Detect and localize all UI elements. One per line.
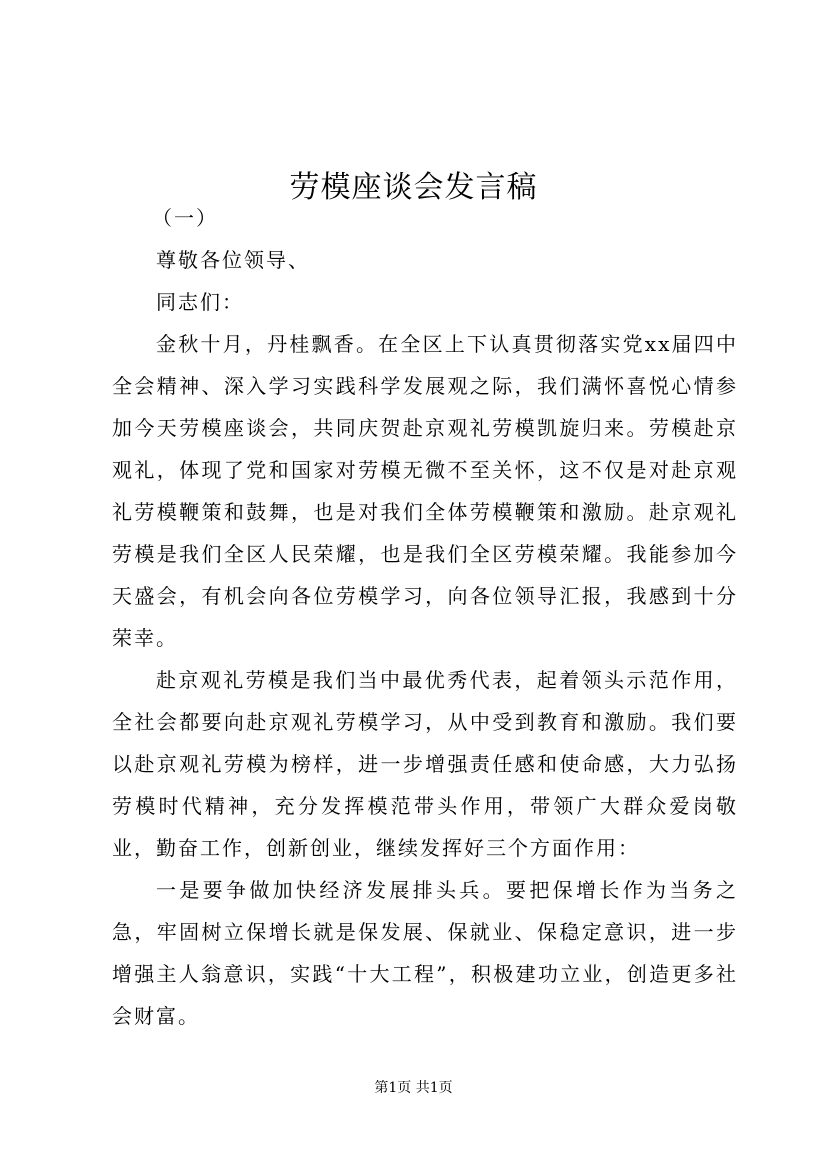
salutation-leaders: 尊敬各位领导、 [156,248,310,272]
section-number: （一） [152,206,218,230]
page-footer: 第1页 共1页 [374,1080,453,1096]
paragraph-opening: 金秋十月，丹桂飘香。在全区上下认真贯彻落实党xx届四中全会精神、深入学习实践科学发展观之际，我们满怀喜悦心情参加今天劳模座谈会，共同庆贺赴京观礼劳模凯旋归来。劳模赴京观礼，体现了党和国家对劳模无微不至关怀，这不仅是对赴京观礼劳模鞭策和鼓舞，也是对我们全体劳模鞭策和激励。赴京观礼劳模是我们全区人民荣耀，也是我们全区劳模荣耀。我能参加今天盛会，有机会向各位劳模学习，向各位领导汇报，我感到十分荣幸。 [112,332,738,650]
paragraph-model-workers: 赴京观礼劳模是我们当中最优秀代表，起着领头示范作用，全社会都要向赴京观礼劳模学习，从中受到教育和激励。我们要以赴京观礼劳模为榜样，进一步增强责任感和使命感，大力弘扬劳模时代精神，充分发挥模范带头作用，带领广大群众爱岗敬业，勤奋工作，创新创业，继续发挥好三个方面作用： [112,668,738,860]
paragraph-point-one: 一是要争做加快经济发展排头兵。要把保增长作为当务之急，牢固树立保增长就是保发展、保就业、保稳定意识，进一步增强主人翁意识，实践“十大工程”，积极建功立业，创造更多社会财富。 [112,878,738,1028]
salutation-comrades: 同志们： [156,290,244,314]
page-title: 劳模座谈会发言稿 [289,170,538,206]
document-body [112,197,738,1037]
